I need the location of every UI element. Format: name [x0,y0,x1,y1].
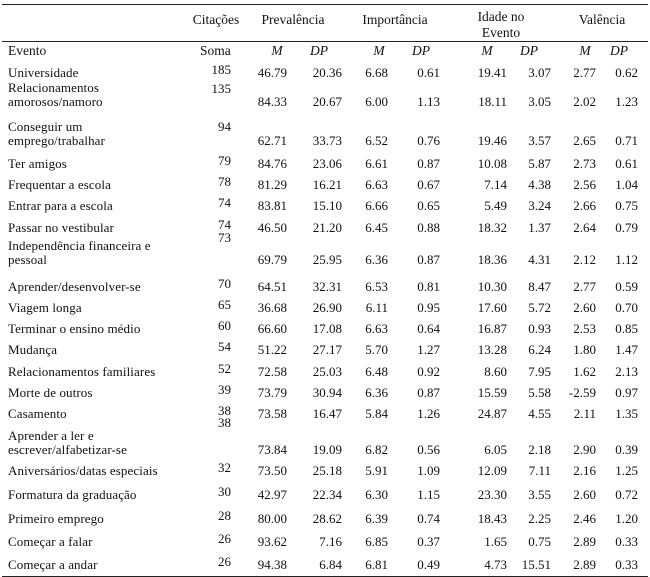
row-value: 6.61 [365,156,388,171]
row-event: Formatura da graduação [8,487,137,502]
row-value: 2.56 [573,177,596,192]
row-value: 19.09 [312,442,342,457]
row-value: 7.95 [528,364,551,379]
row-value: 6.81 [365,557,388,572]
row-value: 0.56 [417,442,440,457]
row-value: 38 [218,403,231,418]
row-value: 24.87 [477,406,507,421]
row-value: 1.65 [484,534,507,549]
row-value: 0.76 [417,133,440,148]
row-value: 74 [218,195,231,210]
row-value: 2.02 [573,94,596,109]
row-value: 0.93 [528,321,551,336]
row-value: 2.89 [573,534,596,549]
row-value: 0.74 [417,511,440,526]
row-value: 1.37 [528,220,551,235]
row-value: 73.58 [257,406,287,421]
row-value: 0.87 [417,252,440,267]
row-value: 70 [218,276,231,291]
row-value: 3.07 [528,65,551,80]
row-value: 0.61 [615,156,638,171]
row-value: 36.68 [257,300,287,315]
column-header: M [481,43,493,58]
row-value: 32 [218,460,231,475]
row-value: 2.77 [573,279,596,294]
row-value: 20.36 [312,65,342,80]
row-value: 2.16 [573,463,596,478]
row-value: 52 [218,361,231,376]
row-value: 1.20 [615,511,638,526]
row-value: 6.52 [365,133,388,148]
row-event: Relacionamentos amorosos/namoro [8,80,103,109]
row-value: 1.15 [417,487,440,502]
row-value: 8.60 [484,364,507,379]
row-value: 19.41 [477,65,507,80]
group-header: Importância [362,12,428,27]
row-value: 6.00 [365,94,388,109]
row-value: 0.39 [615,442,638,457]
row-value: 10.30 [477,279,507,294]
row-value: 4.31 [528,252,551,267]
row-event: Aniversários/datas especiais [8,463,158,478]
row-value: 7.11 [528,463,551,478]
row-value: 18.43 [477,511,507,526]
row-value: 18.11 [478,94,507,109]
column-header: DP [520,43,538,58]
row-value: 0.87 [417,385,440,400]
row-value: 6.05 [484,442,507,457]
row-value: 0.75 [615,198,638,213]
row-value: 72.58 [257,364,287,379]
row-value: 2.25 [528,511,551,526]
row-event: Frequentar a escola [8,177,111,192]
row-value: 79 [218,153,231,168]
row-value: 1.23 [615,94,638,109]
row-value: 4.38 [528,177,551,192]
row-value: 5.72 [528,300,551,315]
row-value: 1.09 [417,463,440,478]
row-event: Relacionamentos familiares [8,364,156,379]
row-value: 27.17 [312,342,342,357]
row-value: 0.88 [417,220,440,235]
row-value: 2.53 [573,321,596,336]
row-value: 60 [218,318,231,333]
row-event: Independência financeira e pessoal [8,238,151,267]
row-value: 46.50 [257,220,287,235]
row-value: 1.27 [417,342,440,357]
row-value: 0.92 [417,364,440,379]
row-value: 1.35 [615,406,638,421]
row-value: 1.26 [417,406,440,421]
row-value: 0.65 [417,198,440,213]
row-value: 16.87 [477,321,507,336]
row-value: 2.66 [573,198,596,213]
row-value: 26 [218,554,231,569]
row-value: 62.71 [257,133,287,148]
row-event: Ter amigos [8,156,67,171]
row-value: 16.21 [312,177,342,192]
row-value: 0.79 [615,220,638,235]
row-value: 2.89 [573,557,596,572]
row-value: 42.97 [257,487,287,502]
row-value: 26.90 [312,300,342,315]
row-value: 0.70 [615,300,638,315]
row-value: 46.79 [257,65,287,80]
row-value: 74 [218,217,231,232]
row-value: 7.16 [319,534,342,549]
row-value: 18.36 [477,252,507,267]
row-value: 30 [218,484,231,499]
row-value: 0.81 [417,279,440,294]
row-value: 3.57 [528,133,551,148]
row-value: 0.87 [417,156,440,171]
row-value: 2.60 [573,300,596,315]
row-value: 81.29 [257,177,287,192]
row-value: 0.95 [417,300,440,315]
row-event: Começar a falar [8,534,93,549]
row-value: 0.72 [615,487,638,502]
row-value: 0.71 [615,133,638,148]
row-value: 51.22 [257,342,287,357]
row-value: 16.47 [312,406,342,421]
row-value: 1.12 [615,252,638,267]
row-value: 0.75 [528,534,551,549]
row-value: 1.13 [417,94,440,109]
row-event: Morte de outros [8,385,93,400]
row-value: 0.61 [417,65,440,80]
row-value: 0.33 [615,557,638,572]
row-value: 0.64 [417,321,440,336]
row-value: 17.08 [312,321,342,336]
row-value: 66.60 [257,321,287,336]
row-value: 2.13 [615,364,638,379]
row-value: 23.30 [477,487,507,502]
row-value: 4.73 [484,557,507,572]
row-value: 6.36 [365,385,388,400]
row-value: 28 [218,508,231,523]
row-value: 15.59 [477,385,507,400]
column-header: M [271,43,283,58]
row-value: 2.73 [573,156,596,171]
row-value: 83.81 [257,198,287,213]
row-value: 6.36 [365,252,388,267]
row-value: 2.60 [573,487,596,502]
row-value: 2.65 [573,133,596,148]
row-value: 6.85 [365,534,388,549]
row-event: Entrar para a escola [8,198,113,213]
row-value: 2.46 [573,511,596,526]
row-value: 6.68 [365,65,388,80]
row-value: 84.76 [257,156,287,171]
row-value: -2.59 [568,385,596,400]
row-value: 25.95 [312,252,342,267]
row-event: Conseguir um emprego/trabalhar [8,119,105,148]
row-event: Passar no vestibular [8,220,114,235]
column-header: M [579,43,591,58]
row-value: 0.85 [615,321,638,336]
column-header: DP [610,43,628,58]
row-event: Terminar o ensino médio [8,321,141,336]
row-value: 5.49 [484,198,507,213]
row-event: Mudança [8,342,58,357]
row-value: 22.34 [312,487,342,502]
row-value: 4.55 [528,406,551,421]
row-value: 5.58 [528,385,551,400]
row-value: 20.67 [312,94,342,109]
row-value: 6.30 [365,487,388,502]
row-value: 15.10 [312,198,342,213]
column-header-soma: Soma [200,43,231,58]
row-value: 78 [218,174,231,189]
row-value: 0.59 [615,279,638,294]
row-value: 1.80 [573,342,596,357]
row-value: 6.45 [365,220,388,235]
row-value: 84.33 [257,94,287,109]
row-value: 17.60 [477,300,507,315]
row-value: 80.00 [257,511,287,526]
row-value: 0.33 [615,534,638,549]
row-value: 18.32 [477,220,507,235]
row-value: 5.87 [528,156,551,171]
row-value: 6.39 [365,511,388,526]
row-value: 2.90 [573,442,596,457]
row-value: 185 [211,62,231,77]
row-value: 6.82 [365,442,388,457]
row-value: 2.18 [528,442,551,457]
header-rule [2,41,648,42]
row-value: 19.46 [477,133,507,148]
row-value: 54 [218,339,231,354]
row-value: 65 [218,297,231,312]
row-value: 64.51 [257,279,287,294]
row-value: 23.06 [312,156,342,171]
row-value: 8.47 [528,279,551,294]
row-event: Casamento [8,406,67,421]
row-event: Começar a andar [8,557,98,572]
group-header: Prevalência [261,12,325,27]
column-header: DP [310,43,328,58]
row-value: 0.62 [615,65,638,80]
column-header: M [373,43,385,58]
row-value: 6.63 [365,177,388,192]
row-value: 30.94 [312,385,342,400]
row-value: 135 [211,81,231,96]
row-value: 94.38 [257,557,287,572]
row-event: Primeiro emprego [8,511,104,526]
row-value: 25.18 [312,463,342,478]
row-value: 38 [218,415,231,430]
row-value: 26 [218,531,231,546]
row-value: 73 [218,230,231,245]
row-value: 73.84 [257,442,287,457]
row-value: 2.77 [573,65,596,80]
row-event: Viagem longa [8,300,82,315]
row-value: 94 [218,119,231,134]
row-value: 15.51 [521,557,551,572]
row-value: 5.91 [365,463,388,478]
row-value: 7.14 [484,177,507,192]
row-event: Aprender a ler e escrever/alfabetizar-se [8,428,127,457]
row-value: 5.70 [365,342,388,357]
row-value: 2.11 [573,406,596,421]
row-value: 2.64 [573,220,596,235]
row-value: 0.49 [417,557,440,572]
row-value: 39 [218,382,231,397]
row-value: 32.31 [312,279,342,294]
row-value: 1.47 [615,342,638,357]
row-value: 73.50 [257,463,287,478]
row-value: 93.62 [257,534,287,549]
row-value: 1.04 [615,177,638,192]
column-header-evento: Evento [8,43,47,58]
row-value: 3.05 [528,94,551,109]
row-value: 25.03 [312,364,342,379]
row-value: 10.08 [477,156,507,171]
row-value: 5.84 [365,406,388,421]
row-value: 73.79 [257,385,287,400]
group-header: Citações [192,12,240,27]
row-value: 0.67 [417,177,440,192]
row-value: 6.66 [365,198,388,213]
row-value: 6.63 [365,321,388,336]
row-value: 6.53 [365,279,388,294]
column-header: DP [412,43,430,58]
row-value: 6.84 [319,557,342,572]
row-value: 28.62 [312,511,342,526]
row-value: 6.24 [528,342,551,357]
row-event: Aprender/desenvolver-se [8,279,141,294]
row-value: 3.24 [528,198,551,213]
row-value: 21.20 [312,220,342,235]
group-header: Idade no Evento [477,9,525,40]
row-value: 2.12 [573,252,596,267]
row-value: 1.25 [615,463,638,478]
row-value: 13.28 [477,342,507,357]
row-value: 1.62 [573,364,596,379]
row-value: 0.97 [615,385,638,400]
row-value: 12.09 [477,463,507,478]
row-value: 6.48 [365,364,388,379]
row-value: 33.73 [312,133,342,148]
row-value: 6.11 [365,300,388,315]
row-value: 3.55 [528,487,551,502]
table-top-rule [2,4,648,5]
row-value: 0.37 [417,534,440,549]
row-value: 69.79 [257,252,287,267]
row-event: Universidade [8,65,79,80]
group-header: Valência [578,12,626,27]
